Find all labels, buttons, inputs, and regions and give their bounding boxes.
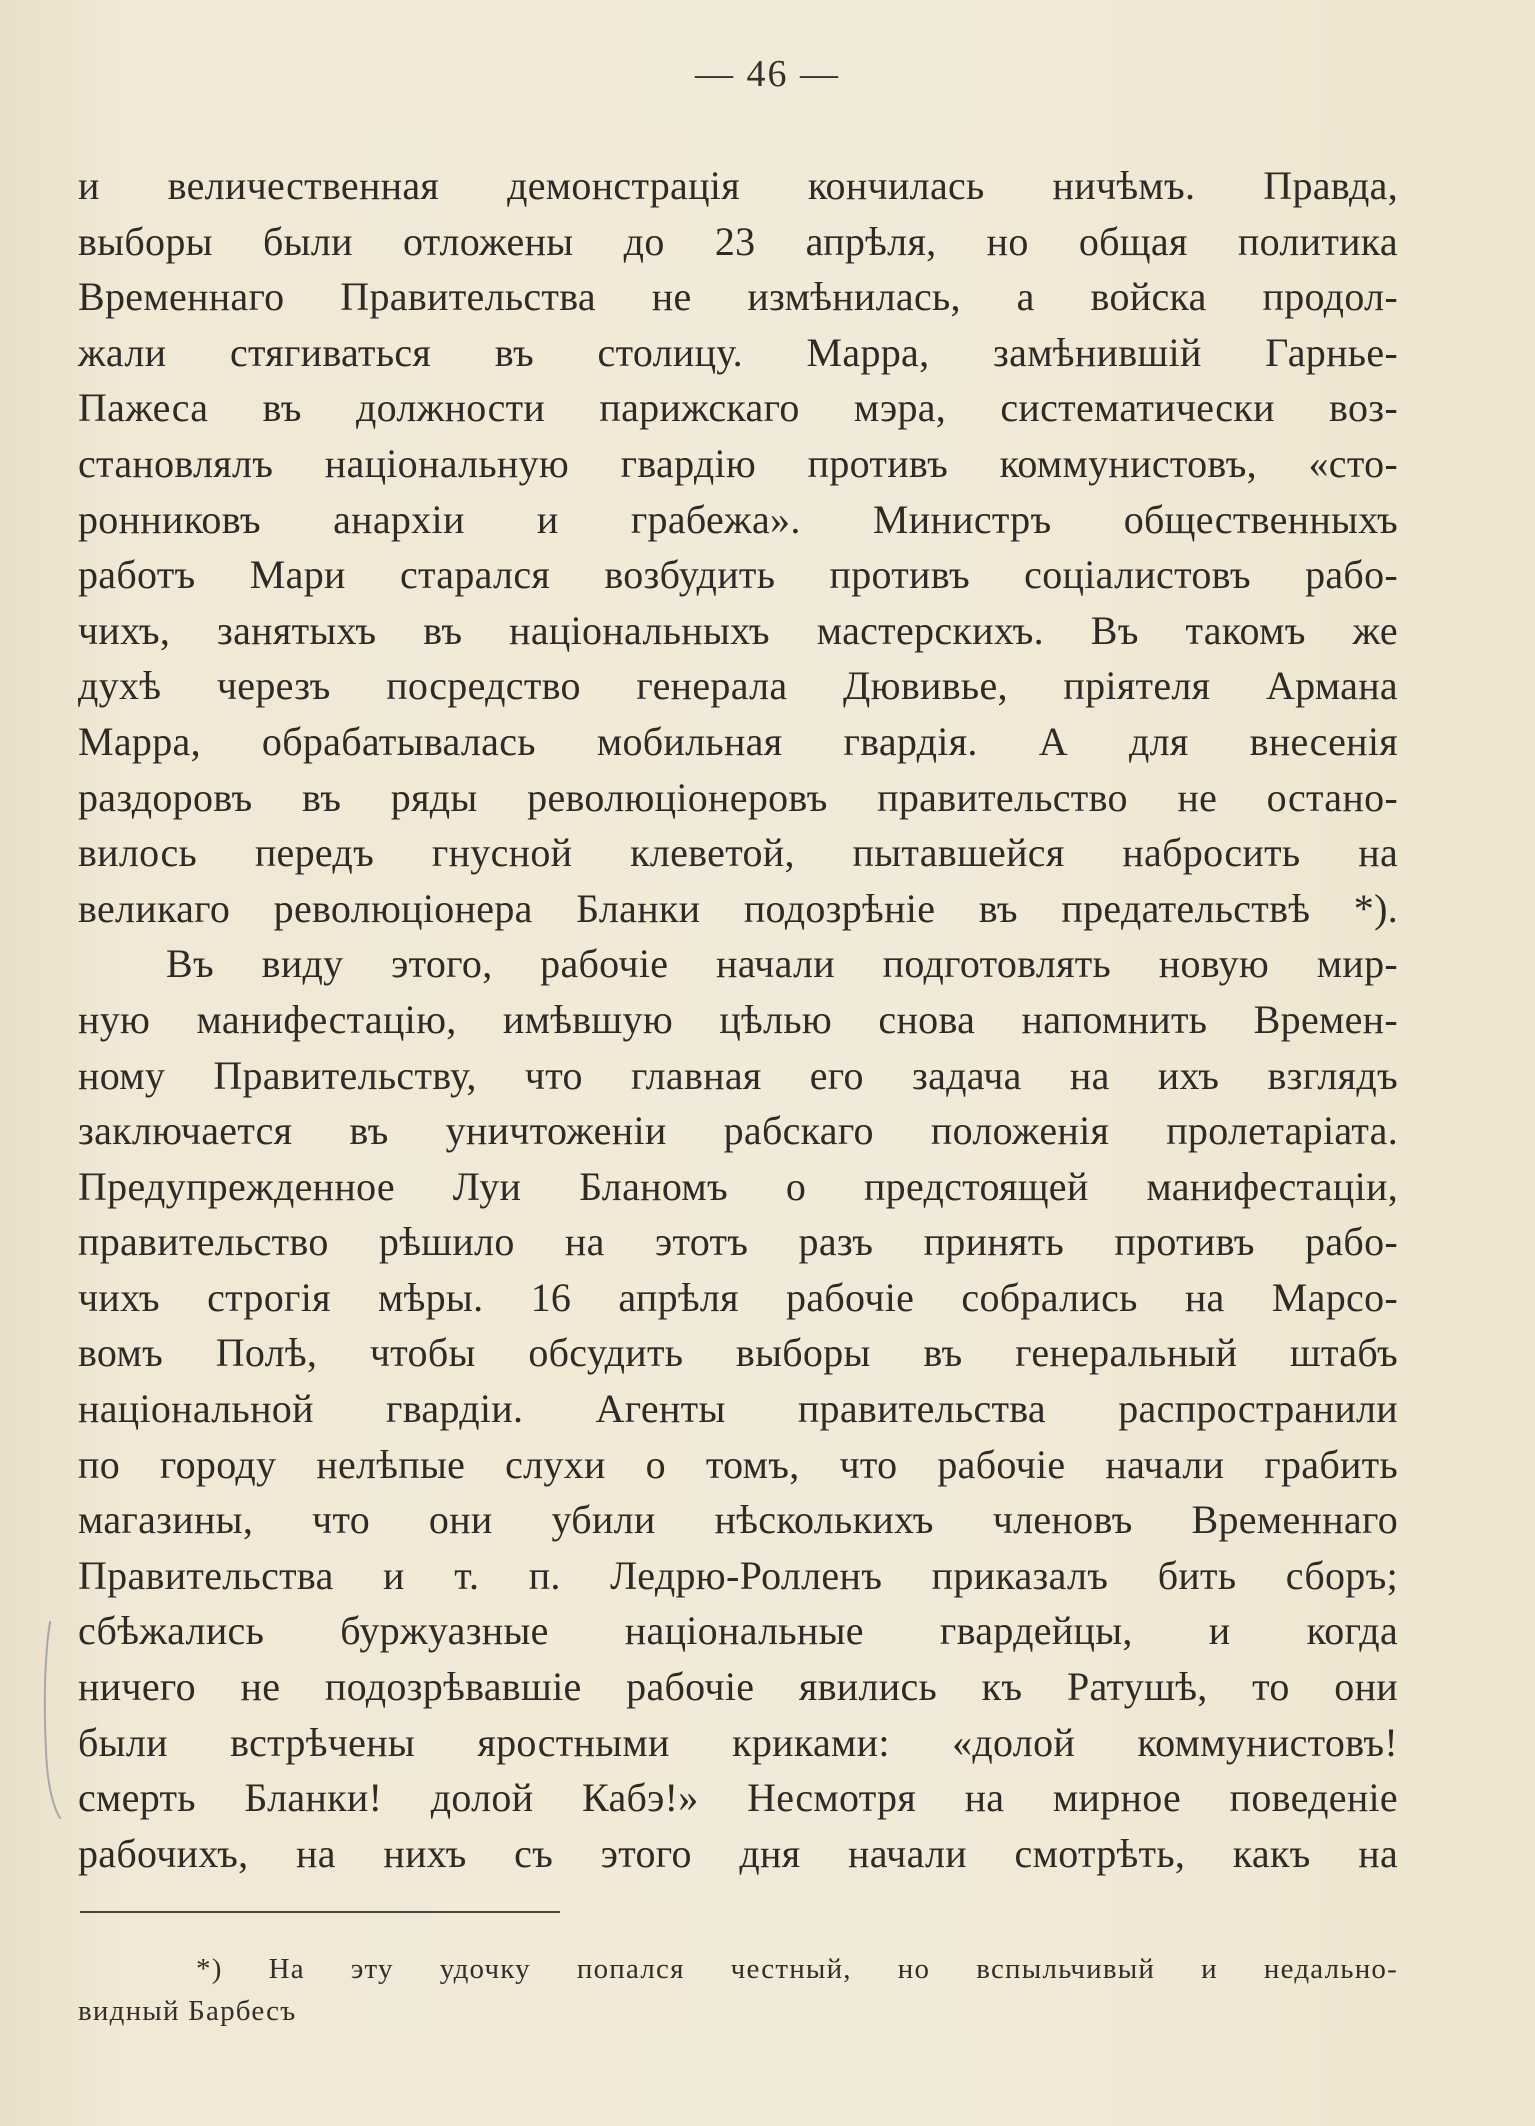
text-line: раздоровъ въ ряды революціонеровъ правительство не остано- bbox=[78, 774, 1398, 820]
text-line: выборы были отложены до 23 апрѣля, но общая политика bbox=[78, 218, 1398, 264]
body-text bbox=[78, 158, 1398, 1881]
footnote-line: *) На эту удочку попался честный, но вспыльчивый и недально- bbox=[196, 1953, 1398, 1985]
text-line: Пажеса въ должности парижскаго мэра, систематически воз- bbox=[78, 385, 1398, 431]
text-line: становлялъ національную гвардію противъ коммунистовъ, «сто- bbox=[78, 440, 1398, 486]
text-line: жали стягиваться въ столицу. Марра, замѣнившій Гарнье- bbox=[78, 329, 1398, 375]
footnote bbox=[78, 1948, 1398, 2032]
text-line: Временнаго Правительства не измѣнилась, а войска продол- bbox=[78, 274, 1398, 320]
text-line: были встрѣчены яростными криками: «долой коммунистовъ! bbox=[78, 1719, 1398, 1765]
page-number: — 46 — bbox=[695, 53, 840, 95]
text-line: вомъ Полѣ, чтобы обсудить выборы въ генеральный штабъ bbox=[78, 1330, 1398, 1376]
text-line: чихъ строгія мѣры. 16 апрѣля рабочіе собрались на Марсо- bbox=[78, 1274, 1398, 1320]
text-line: правительство рѣшило на этотъ разъ принять противъ рабо- bbox=[78, 1219, 1398, 1265]
text-line: магазины, что они убили нѣсколькихъ членовъ Временнаго bbox=[78, 1497, 1398, 1543]
text-line: рабочихъ, на нихъ съ этого дня начали смотрѣть, какъ на bbox=[78, 1830, 1398, 1876]
text-line: національной гвардіи. Агенты правительства распространили bbox=[78, 1386, 1398, 1432]
text-line: Въ виду этого, рабочіе начали подготовлять новую мир- bbox=[166, 941, 1398, 987]
text-line: ному Правительству, что главная его задача на ихъ взглядъ bbox=[78, 1052, 1398, 1098]
text-line: ничего не подозрѣвавшіе рабочіе явились къ Ратушѣ, то они bbox=[78, 1664, 1398, 1710]
text-line: заключается въ уничтоженіи рабскаго положенія пролетаріата. bbox=[78, 1108, 1398, 1154]
text-line: работъ Мари старался возбудить противъ соціалистовъ рабо- bbox=[78, 552, 1398, 598]
text-line: чихъ, занятыхъ въ національныхъ мастерскихъ. Въ такомъ же bbox=[78, 607, 1398, 653]
text-line: ную манифестацію, имѣвшую цѣлью снова напомнить Времен- bbox=[78, 996, 1398, 1042]
text-line: Предупрежденное Луи Бланомъ о предстоящей манифестаціи, bbox=[78, 1163, 1398, 1209]
footnote-line: видный Барбесъ bbox=[78, 1995, 297, 2027]
text-line: и величественная демонстрація кончилась ничѣмъ. Правда, bbox=[78, 163, 1398, 208]
text-line: смерть Бланки! долой Кабэ!» Несмотря на мирное поведеніе bbox=[78, 1775, 1398, 1821]
footnote-rule bbox=[80, 1911, 560, 1913]
text-line: сбѣжались буржуазные національные гвардейцы, и когда bbox=[78, 1608, 1398, 1654]
text-line: великаго революціонера Бланки подозрѣніе въ предательствѣ *). bbox=[78, 885, 1398, 931]
text-line: Правительства и т. п. Ледрю-Ролленъ приказалъ бить сборъ; bbox=[78, 1552, 1398, 1598]
text-line: ронниковъ анархіи и грабежа». Министръ общественныхъ bbox=[78, 496, 1398, 542]
text-line: вилось передъ гнусной клеветой, пытавшейся набросить на bbox=[78, 830, 1398, 876]
pencil-margin-mark bbox=[36, 1620, 66, 1820]
text-line: по городу нелѣпые слухи о томъ, что рабочіе начали грабить bbox=[78, 1441, 1398, 1487]
text-line: Марра, обрабатывалась мобильная гвардія. А для внесенія bbox=[78, 718, 1398, 764]
text-line: духѣ черезъ посредство генерала Дювивье, пріятеля Армана bbox=[78, 663, 1398, 709]
